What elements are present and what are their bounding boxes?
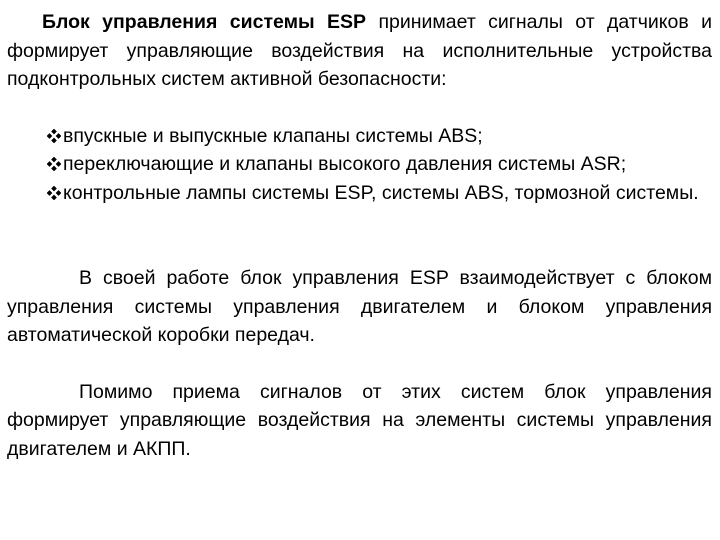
- list-item: [7, 150, 712, 179]
- spacer: [7, 94, 712, 122]
- diamond-bullet-icon: [47, 186, 61, 200]
- spacer: [7, 350, 712, 378]
- diamond-bullet-icon: [47, 157, 61, 171]
- diamond-bullet-icon: [47, 129, 61, 143]
- bullet-text: впускные и выпускные клапаны системы ABS;: [63, 124, 483, 147]
- list-item: [7, 179, 712, 208]
- intro-lead-text: Блок управления системы ESP: [42, 11, 367, 33]
- intro-rest-text: принимает сигналы от датчиков и формирует управляющие воздействия на исполнительные устройства подконтрольных систем активной безопасности:: [7, 11, 712, 90]
- document-body: [7, 8, 712, 463]
- spacer: [7, 207, 712, 264]
- list-item: [7, 122, 712, 151]
- bullet-list: [7, 122, 712, 208]
- bullet-text: переключающие и клапаны высокого давления системы ASR;: [63, 153, 627, 175]
- control-paragraph: Помимо приема сигналов от этих систем блок управления формирует управляющие воздействия на элементы системы управления двигателем и АКПП.: [7, 380, 712, 460]
- interaction-paragraph: В своей работе блок управления ESP взаимодействует с блоком управления системы управления двигателем и блоком управления автоматической коробки передач.: [7, 267, 712, 346]
- intro-paragraph: [7, 8, 712, 94]
- bullet-text: контрольные лампы системы ESP, системы ABS, тормозной системы.: [63, 181, 699, 204]
